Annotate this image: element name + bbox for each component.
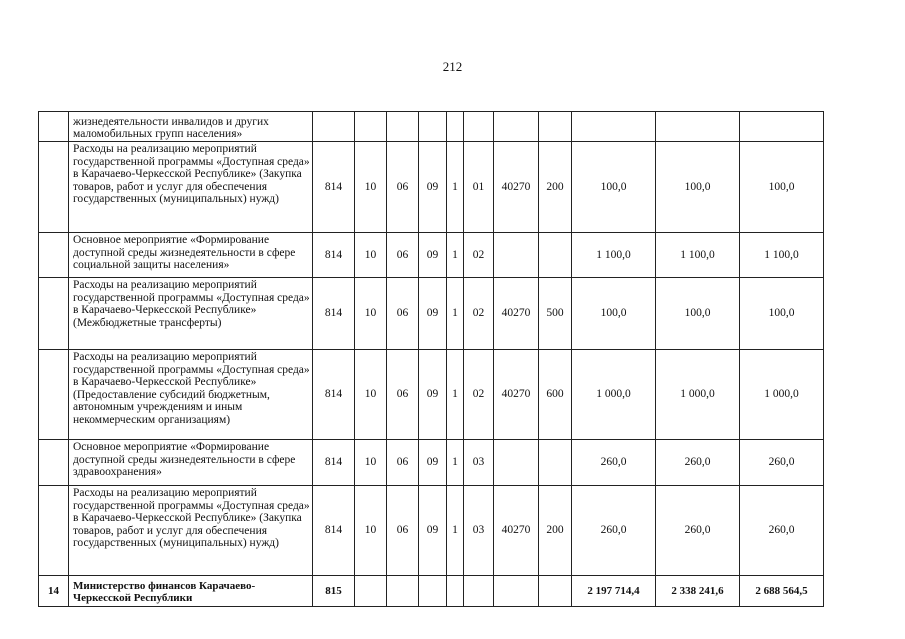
section-code-cell: 10 [355,233,387,278]
expense-direction-cell [494,440,539,486]
ministry-code-cell: 814 [313,350,355,440]
subprogram-code-cell [447,112,464,142]
amount-year1-cell: 260,0 [572,440,656,486]
amount-year3-cell: 260,0 [740,486,824,576]
amount-year2-cell [656,112,740,142]
row-number-cell [39,486,69,576]
subsection-code-cell: 06 [387,278,419,350]
subprogram-code-cell: 1 [447,486,464,576]
subprogram-code-cell: 1 [447,233,464,278]
event-code-cell: 01 [464,142,494,233]
ministry-code-cell: 814 [313,142,355,233]
expense-direction-cell: 40270 [494,486,539,576]
description-cell: Расходы на реализацию мероприятий государственной программы «Доступная среда» в Карачаево-Черкесской Республике» (Закупка товаров, работ и услуг для обеспечения государственных (муниципальных) нужд) [69,486,313,576]
amount-year3-cell: 260,0 [740,440,824,486]
row-number-cell [39,350,69,440]
description-cell: Министерство финансов Карачаево-Черкесской Республики [69,576,313,607]
program-code-cell [419,112,447,142]
subsection-code-cell [387,112,419,142]
expense-type-cell: 500 [539,278,572,350]
description-cell: Основное мероприятие «Формирование доступной среды жизнедеятельности в сфере социальной защиты населения» [69,233,313,278]
table-row [39,486,824,576]
description-cell: Расходы на реализацию мероприятий государственной программы «Доступная среда» в Карачаево-Черкесской Республике» (Предоставление субсидий бюджетным, автономным учреждениям и иным некоммерческим организациям) [69,350,313,440]
amount-year2-cell: 2 338 241,6 [656,576,740,607]
event-code-cell: 02 [464,278,494,350]
amount-year1-cell [572,112,656,142]
amount-year1-cell: 100,0 [572,278,656,350]
expense-direction-cell [494,112,539,142]
ministry-code-cell: 815 [313,576,355,607]
table-row [39,142,824,233]
program-code-cell: 09 [419,278,447,350]
ministry-code-cell: 814 [313,233,355,278]
amount-year2-cell: 100,0 [656,142,740,233]
expense-type-cell: 200 [539,142,572,233]
expense-type-cell: 600 [539,350,572,440]
subprogram-code-cell: 1 [447,142,464,233]
section-code-cell: 10 [355,350,387,440]
description-cell: Расходы на реализацию мероприятий государственной программы «Доступная среда» в Карачаево-Черкесской Республике» (Межбюджетные трансферты) [69,278,313,350]
event-code-cell: 02 [464,233,494,278]
expense-type-cell [539,112,572,142]
amount-year3-cell: 2 688 564,5 [740,576,824,607]
amount-year2-cell: 1 100,0 [656,233,740,278]
section-code-cell: 10 [355,278,387,350]
expense-direction-cell [494,233,539,278]
program-code-cell: 09 [419,486,447,576]
amount-year3-cell: 100,0 [740,278,824,350]
event-code-cell: 03 [464,486,494,576]
subsection-code-cell: 06 [387,440,419,486]
subprogram-code-cell: 1 [447,440,464,486]
event-code-cell [464,112,494,142]
section-code-cell: 10 [355,486,387,576]
expense-direction-cell: 40270 [494,278,539,350]
expense-type-cell: 200 [539,486,572,576]
subprogram-code-cell: 1 [447,350,464,440]
page-number: 212 [442,59,463,74]
subsection-code-cell: 06 [387,233,419,278]
row-number-cell [39,233,69,278]
amount-year2-cell: 100,0 [656,278,740,350]
amount-year1-cell: 1 100,0 [572,233,656,278]
expense-direction-cell [494,576,539,607]
amount-year1-cell: 260,0 [572,486,656,576]
event-code-cell: 03 [464,440,494,486]
amount-year2-cell: 260,0 [656,440,740,486]
budget-table [38,111,824,607]
amount-year3-cell [740,112,824,142]
program-code-cell: 09 [419,440,447,486]
expense-direction-cell: 40270 [494,350,539,440]
ministry-code-cell: 814 [313,278,355,350]
subprogram-code-cell [447,576,464,607]
expense-type-cell [539,233,572,278]
ministry-code-cell: 814 [313,486,355,576]
amount-year2-cell: 1 000,0 [656,350,740,440]
section-code-cell: 10 [355,142,387,233]
expense-type-cell [539,576,572,607]
row-number-cell [39,112,69,142]
amount-year1-cell: 100,0 [572,142,656,233]
amount-year3-cell: 1 100,0 [740,233,824,278]
amount-year2-cell: 260,0 [656,486,740,576]
description-cell: Основное мероприятие «Формирование доступной среды жизнедеятельности в сфере здравоохранения» [69,440,313,486]
program-code-cell [419,576,447,607]
ministry-code-cell: 814 [313,440,355,486]
subsection-code-cell: 06 [387,486,419,576]
description-cell: жизнедеятельности инвалидов и других маломобильных групп населения» [69,112,313,142]
program-code-cell: 09 [419,233,447,278]
table-row [39,350,824,440]
event-code-cell [464,576,494,607]
table-row [39,233,824,278]
row-number-cell [39,278,69,350]
table-row [39,440,824,486]
row-number-cell [39,440,69,486]
subsection-code-cell: 06 [387,350,419,440]
description-cell: Расходы на реализацию мероприятий государственной программы «Доступная среда» в Карачаево-Черкесской Республике» (Закупка товаров, работ и услуг для обеспечения государственных (муниципальных) нужд) [69,142,313,233]
table-row-ministry-total [39,576,824,607]
event-code-cell: 02 [464,350,494,440]
subsection-code-cell [387,576,419,607]
amount-year3-cell: 1 000,0 [740,350,824,440]
expense-direction-cell: 40270 [494,142,539,233]
ministry-code-cell [313,112,355,142]
subprogram-code-cell: 1 [447,278,464,350]
row-number-cell: 14 [39,576,69,607]
row-number-cell [39,142,69,233]
amount-year1-cell: 2 197 714,4 [572,576,656,607]
subsection-code-cell: 06 [387,142,419,233]
program-code-cell: 09 [419,350,447,440]
program-code-cell: 09 [419,142,447,233]
expense-type-cell [539,440,572,486]
section-code-cell [355,576,387,607]
amount-year3-cell: 100,0 [740,142,824,233]
amount-year1-cell: 1 000,0 [572,350,656,440]
table-row [39,278,824,350]
section-code-cell [355,112,387,142]
table-row [39,112,824,142]
section-code-cell: 10 [355,440,387,486]
